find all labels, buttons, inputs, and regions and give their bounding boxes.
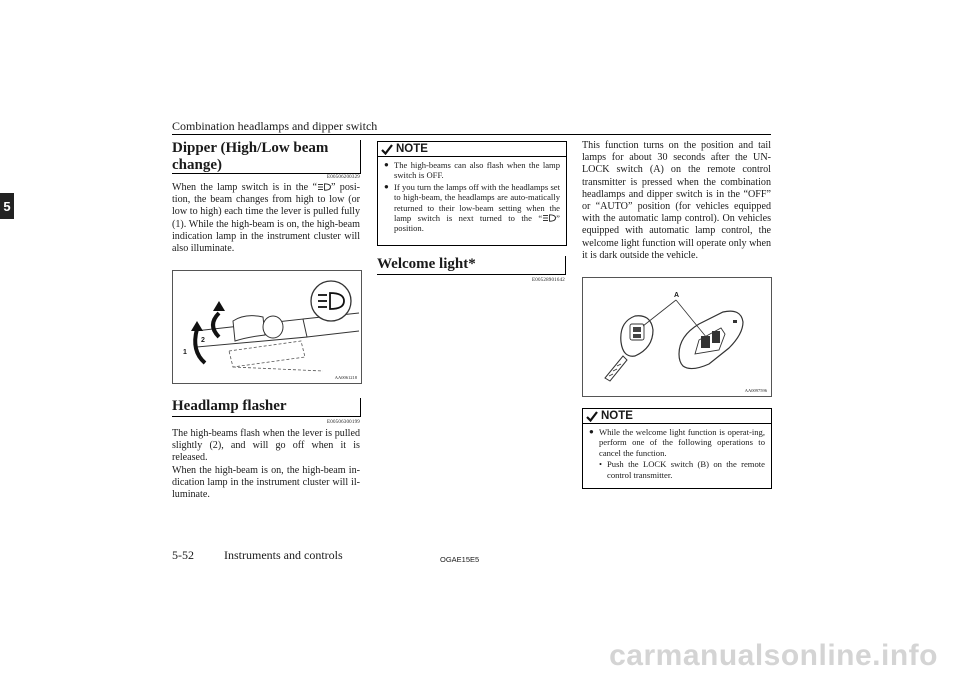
checkmark-icon [586, 411, 598, 422]
dipper-body [172, 182, 360, 255]
note1-item-1 [384, 160, 560, 181]
page-number: 5-52 [172, 548, 194, 562]
key-figure-code: AA0097596 [744, 388, 767, 393]
lever-label-1: 1 [183, 349, 187, 356]
welcome-title-box [377, 256, 566, 275]
note1-item-2 [384, 182, 560, 234]
lever-figure [172, 270, 362, 384]
flasher-title-box [172, 398, 361, 417]
key-label-a: A [674, 292, 680, 299]
flasher-code: E00506300199 [327, 420, 360, 425]
dipper-title-line1: Dipper (High/Low beam [172, 140, 329, 156]
note2-item-1-text: While the welcome light function is operat-ing, perform one of the following operations to cancel the function. [599, 427, 765, 458]
bullet-icon: ● [384, 160, 389, 169]
bullet-icon: ● [589, 427, 594, 436]
note2-item-1 [589, 427, 765, 458]
note-box-2 [582, 408, 772, 489]
note-label-1: NOTE [396, 143, 428, 155]
dipper-title [172, 140, 360, 174]
note2-sub-item-1 [589, 459, 765, 480]
lever-illustration [173, 271, 361, 383]
key-figure [582, 277, 772, 397]
flasher-para-2: When the high-beam is on, the high-beam in-dication lamp in the instrument cluster will il-luminate. [172, 464, 360, 501]
high-beam-icon [317, 183, 331, 191]
chapter-tab: 5 [0, 193, 14, 219]
flasher-body [172, 428, 360, 501]
sub-bullet-icon: • [599, 459, 603, 470]
bullet-icon: ● [384, 181, 389, 191]
note1-item-1-text: The high-beams can also flash when the lamp switch is OFF. [394, 160, 560, 181]
dipper-text-a: When the lamp switch is in the “ [172, 182, 317, 193]
welcome-title: Welcome light* [377, 256, 476, 272]
note1-item-2-b: ” position. [394, 213, 560, 234]
welcome-body: This function turns on the position and tail lamps for about 30 seconds after the UN-LOCK switch (A) on the remote control transmitter is pressed when the combination headlamps and dipper switch is in the “OFF” or “AUTO” position (for vehicles equipped with the automatic lamp control). On vehicles equipped with automatic lamp control, the welcome light function will operate only when it is dark outside the vehicle. [582, 140, 771, 261]
note-header-1 [378, 142, 566, 157]
dipper-code: E00506200329 [327, 175, 360, 180]
lever-label-2: 2 [201, 337, 205, 344]
note1-item-2-a: If you turn the lamps off with the headlamps set to high-beam, the headlamps are auto-matically returned to their low-beam setting when the lamp switch is next turned to the “ [394, 181, 560, 224]
high-beam-icon [542, 214, 556, 222]
flasher-title: Headlamp flasher [172, 398, 287, 414]
watermark: carmanualsonline.info [609, 639, 938, 672]
footer-section: Instruments and controls [224, 548, 343, 562]
dipper-title-line2: change) [172, 157, 222, 173]
note-body-1 [378, 157, 566, 238]
note-header-2 [583, 409, 771, 424]
running-header: Combination headlamps and dipper switch [172, 119, 378, 133]
checkmark-icon [381, 144, 393, 155]
note2-sub-item-1-text: Push the LOCK switch (B) on the remote control transmitter. [607, 459, 765, 480]
dipper-title-box [172, 140, 361, 174]
dipper-text-b: ” posi-tion, the beam changes from high to low (or low to high) each time the lever is pulled fully (1). While the high-beam is on, the high-beam indication lamp in the instrument cluster will also illuminate. [172, 182, 360, 255]
lever-figure-code: AA0061218 [334, 375, 357, 380]
note-box-1 [377, 141, 567, 246]
welcome-code: E00528901642 [532, 278, 565, 283]
note-label-2: NOTE [601, 410, 633, 422]
note-body-2 [583, 424, 771, 483]
note1-item-2-text [394, 182, 560, 234]
header-rule [172, 134, 771, 135]
flasher-para-1: The high-beams flash when the lever is pulled slightly (2), and will go off when it is released. [172, 428, 360, 464]
footer-code: OGAE15E5 [440, 555, 480, 564]
